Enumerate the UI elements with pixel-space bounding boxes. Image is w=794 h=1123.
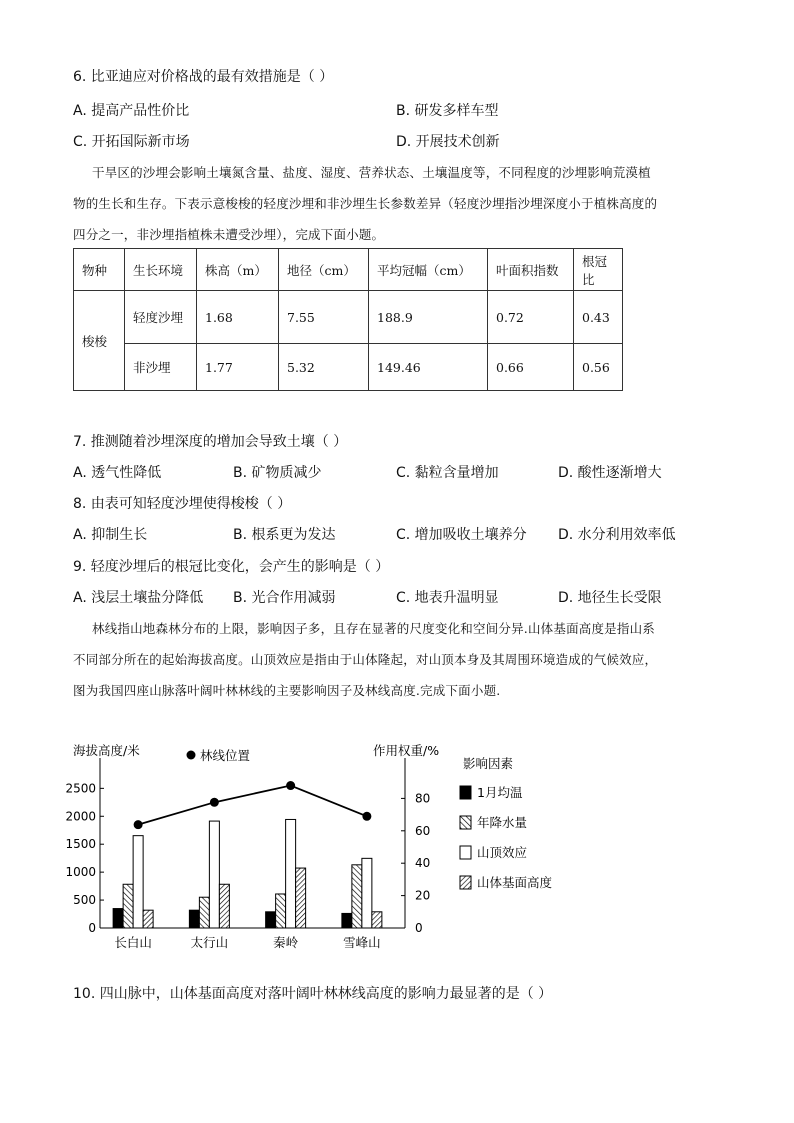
right-tick-label: 40 bbox=[415, 856, 431, 871]
bar-1-1 bbox=[113, 909, 123, 928]
bar-2-2 bbox=[199, 897, 209, 928]
line-legend-label: 林线位置 bbox=[200, 748, 251, 763]
bar-4-3 bbox=[296, 868, 306, 928]
legend-label-3: 山顶效应 bbox=[477, 845, 528, 860]
q9-option-c[interactable]: C. 地表升温明显 bbox=[396, 590, 499, 606]
row2-lai: 0.66 bbox=[488, 344, 574, 391]
legend-swatch-3 bbox=[460, 846, 471, 859]
q6-stem: 6. 比亚迪应对价格战的最有效措施是（ ） bbox=[73, 69, 334, 85]
row2-crown: 149.46 bbox=[369, 344, 488, 391]
header-height: 株高（m） bbox=[197, 249, 279, 291]
category-label: 秦岭 bbox=[273, 935, 299, 950]
q7-option-d[interactable]: D. 酸性逐渐增大 bbox=[558, 465, 662, 481]
bar-4-2 bbox=[219, 884, 229, 928]
q7-option-b[interactable]: B. 矿物质减少 bbox=[233, 465, 322, 481]
bar-4-1 bbox=[143, 910, 153, 928]
species-cell: 梭梭 bbox=[74, 291, 125, 391]
header-crown: 平均冠幅（cm） bbox=[369, 249, 488, 291]
q8-option-b[interactable]: B. 根系更为发达 bbox=[233, 527, 336, 543]
q6-option-a[interactable]: A. 提高产品性价比 bbox=[73, 103, 190, 119]
left-axis-label: 海拔高度/米 bbox=[73, 743, 140, 758]
right-tick-label: 0 bbox=[415, 921, 423, 935]
treeline-point bbox=[286, 781, 295, 790]
left-tick-label: 1000 bbox=[65, 865, 96, 880]
bar-1-2 bbox=[189, 910, 199, 928]
bar-2-3 bbox=[276, 894, 286, 928]
treeline-point bbox=[362, 812, 371, 821]
legend-label-4: 山体基面高度 bbox=[477, 875, 553, 890]
passage2-line-1: 林线指山地森林分布的上限，影响因子多，且存在显著的尺度变化和空间分异.山体基面高度是指山系 bbox=[92, 621, 655, 636]
right-axis-label: 作用权重/% bbox=[373, 743, 440, 758]
bar-3-1 bbox=[133, 836, 143, 928]
header-leaf-area-index: 叶面积指数 bbox=[488, 249, 574, 291]
row1-height: 1.68 bbox=[197, 291, 279, 344]
row2-environment: 非沙埋 bbox=[125, 344, 197, 391]
right-tick-label: 20 bbox=[415, 888, 431, 903]
bar-3-2 bbox=[209, 821, 219, 928]
left-tick-label: 1500 bbox=[65, 837, 96, 852]
q10-stem: 10. 四山脉中，山体基面高度对落叶阔叶林林线高度的影响力最显著的是（ ） bbox=[73, 986, 553, 1002]
legend-swatch-2 bbox=[460, 816, 471, 829]
right-tick-label: 60 bbox=[415, 823, 431, 838]
header-species: 物种 bbox=[74, 249, 125, 291]
legend-title: 影响因素 bbox=[463, 756, 514, 771]
passage1-line-2: 物的生长和生存。下表示意梭梭的轻度沙埋和非沙埋生长参数差异（轻度沙埋指沙埋深度小于植株高度的 bbox=[73, 196, 658, 211]
bar-3-3 bbox=[286, 819, 296, 928]
category-label: 雪峰山 bbox=[343, 935, 381, 950]
bar-1-3 bbox=[266, 912, 276, 928]
bar-2-4 bbox=[352, 865, 362, 928]
q9-stem: 9. 轻度沙埋后的根冠比变化，会产生的影响是（ ） bbox=[73, 559, 390, 575]
passage1-line-1: 干旱区的沙埋会影响土壤氮含量、盐度、湿度、营养状态、土壤温度等，不同程度的沙埋影响荒漠植 bbox=[92, 165, 651, 180]
q7-stem: 7. 推测随着沙埋深度的增加会导致土壤（ ） bbox=[73, 434, 348, 450]
legend-label-1: 1月均温 bbox=[477, 785, 523, 800]
q6-option-b[interactable]: B. 研发多样车型 bbox=[396, 103, 499, 119]
legend-label-2: 年降水量 bbox=[477, 815, 528, 830]
row1-environment: 轻度沙埋 bbox=[125, 291, 197, 344]
line-legend-marker bbox=[187, 751, 196, 760]
category-label: 太行山 bbox=[190, 935, 229, 950]
category-label: 长白山 bbox=[114, 935, 152, 950]
q8-option-d[interactable]: D. 水分利用效率低 bbox=[558, 527, 676, 543]
left-tick-label: 2500 bbox=[65, 781, 96, 796]
row2-height: 1.77 bbox=[197, 344, 279, 391]
header-root-shoot-ratio: 根冠比 bbox=[574, 249, 623, 291]
row2-ratio: 0.56 bbox=[574, 344, 623, 391]
treeline-point bbox=[134, 820, 143, 829]
bar-3-4 bbox=[362, 858, 372, 928]
treeline-series-line bbox=[138, 786, 367, 825]
left-tick-label: 2000 bbox=[65, 809, 96, 824]
header-diameter: 地径（cm） bbox=[279, 249, 369, 291]
passage1-line-3: 四分之一，非沙埋指植株未遭受沙埋），完成下面小题。 bbox=[73, 227, 385, 242]
q6-option-d[interactable]: D. 开展技术创新 bbox=[396, 134, 500, 150]
row1-lai: 0.72 bbox=[488, 291, 574, 344]
legend-swatch-4 bbox=[460, 876, 471, 889]
row2-diameter: 5.32 bbox=[279, 344, 369, 391]
q8-option-a[interactable]: A. 抑制生长 bbox=[73, 527, 148, 543]
left-tick-label: 0 bbox=[88, 921, 96, 935]
legend-swatch-1 bbox=[460, 786, 471, 799]
q7-option-a[interactable]: A. 透气性降低 bbox=[73, 465, 162, 481]
header-environment: 生长环境 bbox=[125, 249, 197, 291]
left-tick-label: 500 bbox=[73, 893, 96, 908]
row1-diameter: 7.55 bbox=[279, 291, 369, 344]
treeline-point bbox=[210, 798, 219, 807]
right-tick-label: 80 bbox=[415, 791, 431, 806]
q9-option-a[interactable]: A. 浅层土壤盐分降低 bbox=[73, 590, 204, 606]
bar-2-1 bbox=[123, 884, 133, 928]
q9-option-b[interactable]: B. 光合作用减弱 bbox=[233, 590, 336, 606]
bar-4-4 bbox=[372, 912, 382, 928]
q8-stem: 8. 由表可知轻度沙埋使得梭梭（ ） bbox=[73, 496, 292, 512]
passage2-line-2: 不同部分所在的起始海拔高度。山顶效应是指由于山体隆起，对山顶本身及其周围环境造成的气候效应， bbox=[73, 652, 658, 667]
q9-option-d[interactable]: D. 地径生长受限 bbox=[558, 590, 662, 606]
q7-option-c[interactable]: C. 黏粒含量增加 bbox=[396, 465, 499, 481]
row1-crown: 188.9 bbox=[369, 291, 488, 344]
passage2-line-3: 图为我国四座山脉落叶阔叶林林线的主要影响因子及林线高度.完成下面小题. bbox=[73, 683, 501, 698]
row1-ratio: 0.43 bbox=[574, 291, 623, 344]
q8-option-c[interactable]: C. 增加吸收土壤养分 bbox=[396, 527, 527, 543]
bar-1-4 bbox=[342, 913, 352, 928]
q6-option-c[interactable]: C. 开拓国际新市场 bbox=[73, 134, 190, 150]
